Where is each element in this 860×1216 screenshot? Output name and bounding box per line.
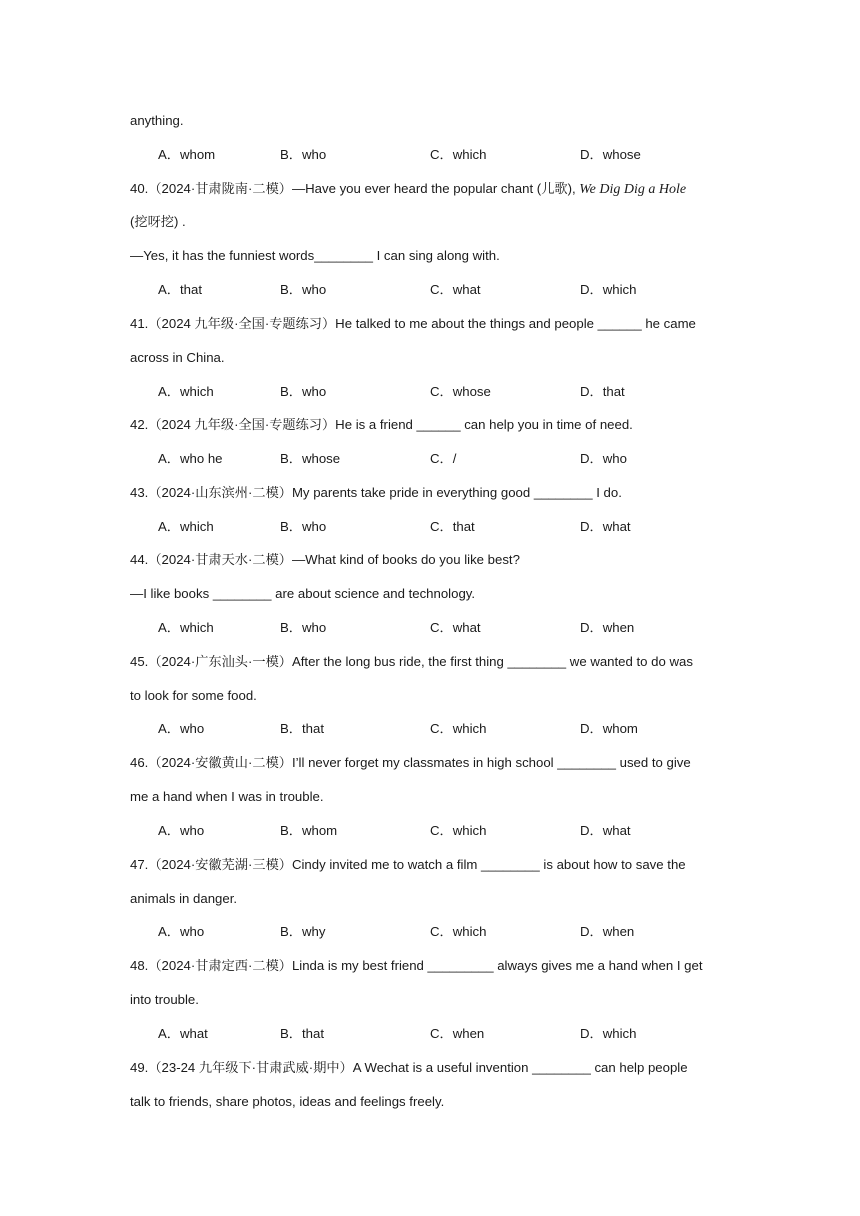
question-40-stem-cont: (挖呀挖) .: [130, 214, 186, 229]
option-d: D．what: [580, 823, 631, 838]
option-c: C．/: [430, 451, 457, 466]
option-a: A．which: [158, 384, 214, 399]
option-a: A．what: [158, 1026, 208, 1041]
option-a: A．which: [158, 519, 214, 534]
option-d: D．when: [580, 924, 635, 939]
option-c: C．which: [430, 147, 487, 162]
option-a: A．who: [158, 721, 205, 736]
option-a: A．who: [158, 823, 205, 838]
option-b: B．whom: [280, 823, 338, 838]
option-d: D．whose: [580, 147, 641, 162]
question-40-response: —Yes, it has the funniest words________ I can sing along with.: [130, 248, 500, 263]
question-47-stem-cont: animals in danger.: [130, 891, 238, 906]
option-c: C．which: [430, 924, 487, 939]
option-c: C．which: [430, 721, 487, 736]
question-44-response: —I like books ________ are about science and technology.: [130, 586, 476, 601]
question-45-stem: 45.（2024·广东汕头·一模）After the long bus ride, the first thing ________ we wanted to do was: [130, 654, 693, 669]
question-46-stem: 46.（2024·安徽黄山·二模）I’ll never forget my classmates in high school ________ used to give: [130, 755, 691, 770]
question-48-stem: 48.（2024·甘肃定西·二模）Linda is my best friend _________ always gives me a hand when I get: [130, 958, 703, 973]
question-46-stem-cont: me a hand when I was in trouble.: [130, 789, 324, 804]
option-c: C．whose: [430, 384, 491, 399]
option-d: D．which: [580, 282, 637, 297]
option-d: D．who: [580, 451, 627, 466]
option-d: D．whom: [580, 721, 638, 736]
option-c: C．what: [430, 282, 481, 297]
option-c: C．when: [430, 1026, 485, 1041]
option-b: B．that: [280, 1026, 324, 1041]
question-40-stem: [130, 180, 686, 199]
option-a: A．whom: [158, 147, 216, 162]
question-43-stem: 43.（2024·山东滨州·二模）My parents take pride in everything good ________ I do.: [130, 485, 622, 500]
question-48-stem-cont: into trouble.: [130, 992, 199, 1007]
option-a: A．that: [158, 282, 202, 297]
option-b: B．who: [280, 147, 327, 162]
option-b: B．who: [280, 282, 327, 297]
option-d: D．that: [580, 384, 625, 399]
question-45-stem-cont: to look for some food.: [130, 688, 257, 703]
question-44-stem: 44.（2024·甘肃天水·二模）—What kind of books do you like best?: [130, 552, 520, 567]
option-b: B．that: [280, 721, 324, 736]
option-b: B．who: [280, 384, 327, 399]
option-c: C．that: [430, 519, 475, 534]
option-c: C．what: [430, 620, 481, 635]
question-49-stem-cont: talk to friends, share photos, ideas and feelings freely.: [130, 1094, 445, 1109]
option-b: B．who: [280, 620, 327, 635]
question-40-text: 40.（2024·甘肃陇南·二模）—Have you ever heard the popular chant (儿歌),: [130, 181, 580, 196]
question-40-chant-title: We Dig Dig a Hole: [579, 182, 687, 197]
option-d: D．when: [580, 620, 635, 635]
option-d: D．what: [580, 519, 631, 534]
option-a: A．who: [158, 924, 205, 939]
option-b: B．who: [280, 519, 327, 534]
question-49-stem: 49.（23-24 九年级下·甘肃武威·期中）A Wechat is a useful invention ________ can help people: [130, 1060, 688, 1075]
option-b: B．why: [280, 924, 326, 939]
question-47-stem: 47.（2024·安徽芜湖·三模）Cindy invited me to watch a film ________ is about how to save the: [130, 857, 686, 872]
question-41-stem: 41.（2024 九年级·全国·专题练习）He talked to me about the things and people ______ he came: [130, 316, 696, 331]
option-a: A．who he: [158, 451, 223, 466]
option-c: C．which: [430, 823, 487, 838]
option-d: D．which: [580, 1026, 637, 1041]
question-42-stem: 42.（2024 九年级·全国·专题练习）He is a friend ______ can help you in time of need.: [130, 417, 633, 432]
option-a: A．which: [158, 620, 214, 635]
option-b: B．whose: [280, 451, 341, 466]
question-41-stem-cont: across in China.: [130, 350, 225, 365]
question-39-tail: anything.: [130, 113, 184, 128]
